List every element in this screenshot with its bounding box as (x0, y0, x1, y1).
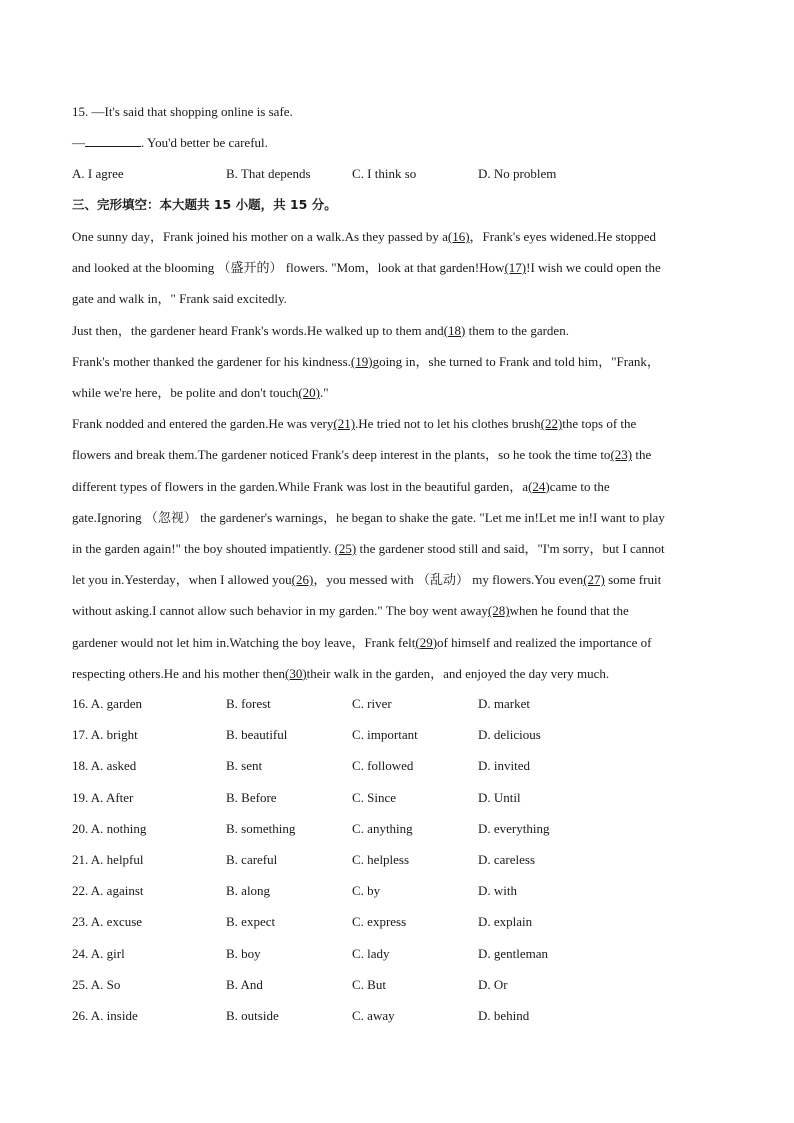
blank-number: (19) (350, 353, 373, 369)
passage-line (72, 478, 610, 496)
blank-number: (21) (333, 416, 356, 432)
option-d: D. careless (478, 852, 536, 867)
option-d: D. market (478, 696, 530, 711)
option-d: D. gentleman (478, 945, 549, 961)
q15-option-a: A. I agree (72, 166, 124, 181)
option-d: D. invited (478, 758, 530, 774)
blank-number: (24) (528, 478, 550, 494)
question-row (72, 789, 722, 807)
q15-option-d: D. No problem (478, 166, 557, 181)
option-d: D. delicious (478, 727, 541, 743)
q15-reply-dash: — (72, 135, 85, 150)
question-row (72, 820, 722, 838)
option-a: 18. A. asked (72, 758, 137, 774)
option-c: C. lady (352, 945, 390, 961)
passage-text: the tops of the (562, 416, 637, 432)
blank-number: (30) (285, 665, 307, 681)
blank-number: (26) (291, 572, 314, 588)
passage-text: Frank's mother thanked the gardener for his kindness. (72, 353, 351, 369)
passage-line (72, 415, 636, 433)
passage-text: gardener would not let him in.Watching the boy leave，Frank felt (72, 634, 416, 650)
option-b: B. outside (226, 1008, 279, 1023)
q15-options (72, 165, 722, 183)
option-a: 20. A. nothing (72, 820, 147, 836)
passage-line (72, 322, 569, 340)
option-b: B. careful (226, 852, 278, 867)
passage-text: .He tried not to let his clothes brush (355, 416, 541, 432)
blank-number: (25) (334, 541, 357, 556)
question-row (72, 882, 722, 900)
question-row (72, 945, 722, 963)
option-c: C. important (352, 727, 418, 743)
option-a: 26. A. inside (72, 1008, 138, 1023)
option-d: D. Until (478, 789, 521, 805)
option-c: C. by (352, 883, 381, 899)
question-row (72, 913, 722, 931)
option-b: B. And (226, 976, 263, 992)
option-b: B. something (226, 820, 296, 836)
blank-number: (27) (583, 572, 605, 588)
passage-text: the gardener stood still and said，"I'm sorry，but I cannot (356, 541, 665, 556)
option-b: B. beautiful (226, 727, 288, 743)
passage-line (72, 665, 609, 683)
passage-text: One sunny day，Frank joined his mother on a walk.As they passed by a (72, 229, 448, 244)
q15-stem: 15. —It's said that shopping online is safe. (72, 104, 293, 119)
option-c: C. But (352, 976, 386, 992)
passage-text: came to the (549, 478, 610, 494)
passage-line (72, 540, 665, 558)
passage-text: the (632, 447, 652, 463)
passage-text: ." (320, 385, 329, 400)
passage-line (72, 602, 629, 620)
passage-text: going in，she turned to Frank and told him，"Frank， (372, 353, 660, 369)
passage-text: them to the garden. (465, 322, 569, 338)
passage-line (72, 353, 660, 371)
option-a: 16. A. garden (72, 696, 143, 711)
option-c: C. express (352, 914, 407, 930)
passage-line (72, 634, 651, 652)
option-c: C. away (352, 1008, 395, 1023)
passage-line (72, 509, 665, 527)
blank-number: (23) (610, 447, 633, 463)
passage-line (72, 290, 287, 308)
passage-text: !I wish we could open the (526, 260, 661, 276)
question-row (72, 976, 722, 994)
blank-number: (29) (415, 634, 438, 650)
passage-line (72, 446, 651, 464)
option-a: 23. A. excuse (72, 914, 143, 930)
passage-text: some fruit (604, 572, 662, 588)
option-d: D. Or (478, 976, 508, 992)
option-c: C. Since (352, 789, 397, 805)
passage-text: their walk in the garden，and enjoyed the day very much. (306, 665, 610, 681)
option-b: B. expect (226, 914, 276, 930)
passage-text: and looked at the blooming （盛开的） flowers. "Mom，look at that garden!How (72, 260, 505, 276)
passage-line (72, 571, 661, 589)
q15-option-b: B. That depends (226, 166, 311, 181)
blank-number: (20) (298, 385, 321, 400)
option-b: B. forest (226, 696, 271, 711)
passage-text: flowers and break them.The gardener noticed Frank's deep interest in the plants，so he took the time to (72, 447, 611, 463)
passage-text: of himself and realized the importance of (437, 634, 652, 650)
q15-reply (72, 134, 268, 152)
answer-blank (85, 134, 141, 147)
passage-text: ，you messed with （乱动） my flowers.You even (313, 572, 584, 588)
option-c: C. river (352, 696, 392, 711)
blank-number: (22) (540, 416, 563, 432)
question-row (72, 695, 722, 713)
q15-reply-rest: . You'd better be careful. (141, 135, 268, 150)
option-c: C. helpless (352, 852, 410, 867)
option-d: D. behind (478, 1008, 530, 1023)
option-c: C. anything (352, 820, 413, 836)
option-b: B. Before (226, 789, 277, 805)
option-c: C. followed (352, 758, 414, 774)
option-b: B. boy (226, 945, 261, 961)
passage-text: respecting others.He and his mother then (72, 665, 285, 681)
section-heading: 三、完形填空：本大题共 15 小题，共 15 分。 (72, 197, 337, 212)
passage-line (72, 259, 661, 277)
passage-text: in the garden again!" the boy shouted impatiently. (72, 541, 335, 556)
blank-number: (28) (487, 603, 510, 619)
passage-text: gate and walk in，" Frank said excitedly. (72, 291, 287, 307)
passage-text: ，Frank's eyes widened.He stopped (469, 229, 657, 244)
option-b: B. along (226, 883, 271, 899)
option-d: D. with (478, 883, 517, 899)
passage-text: Just then，the gardener heard Frank's words.He walked up to them and (72, 322, 444, 338)
question-row (72, 1007, 722, 1025)
passage-text: different types of flowers in the garden.While Frank was lost in the beautiful garden，a (72, 478, 529, 494)
question-row (72, 851, 722, 869)
option-d: D. everything (478, 820, 550, 836)
option-a: 17. A. bright (72, 727, 138, 743)
option-b: B. sent (226, 758, 263, 774)
question-row (72, 726, 722, 744)
passage-text: without asking.I cannot allow such behavior in my garden." The boy went away (72, 603, 488, 619)
option-a: 22. A. against (72, 883, 144, 899)
passage-line (72, 384, 329, 402)
option-a: 21. A. helpful (72, 852, 144, 867)
passage-text: when he found that the (509, 603, 629, 619)
passage-text: gate.Ignoring （忽视） the gardener's warnings，he began to shake the gate. "Let me in!Let me in!I want to play (72, 509, 665, 525)
passage-text: Frank nodded and entered the garden.He was very (72, 416, 334, 432)
blank-number: (17) (504, 260, 527, 276)
option-d: D. explain (478, 914, 533, 930)
option-a: 24. A. girl (72, 945, 125, 961)
q15-option-c: C. I think so (352, 166, 417, 181)
passage-line (72, 228, 656, 246)
blank-number: (16) (447, 229, 470, 244)
option-a: 25. A. So (72, 976, 121, 992)
question-row (72, 757, 722, 775)
passage-text: while we're here，be polite and don't touch (72, 385, 299, 400)
option-a: 19. A. After (72, 789, 134, 805)
blank-number: (18) (443, 322, 466, 338)
passage-text: let you in.Yesterday，when I allowed you (72, 572, 292, 588)
